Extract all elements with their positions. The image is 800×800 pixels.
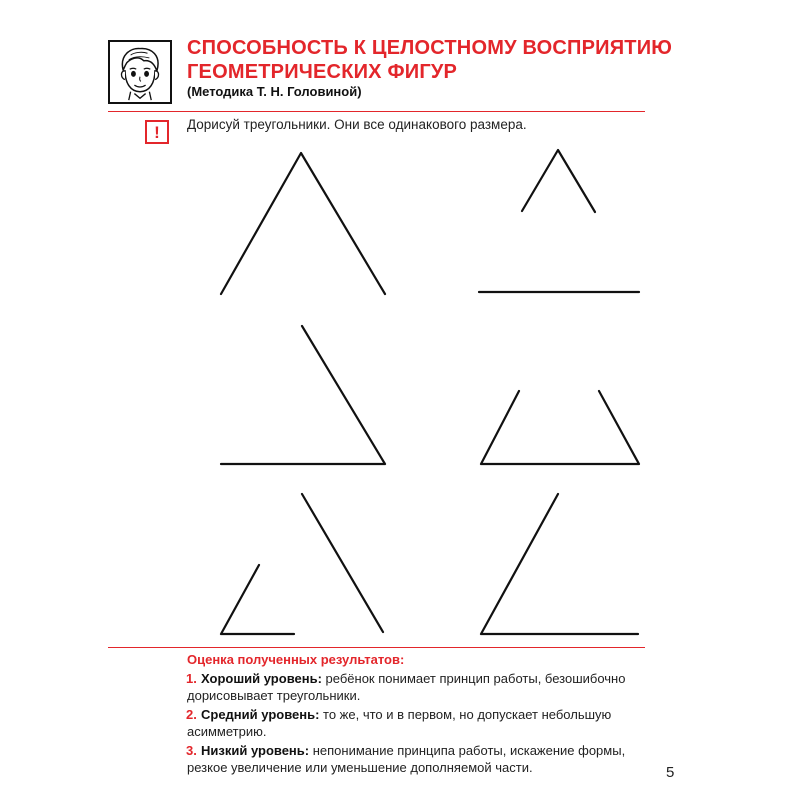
title-line-1: СПОСОБНОСТЬ К ЦЕЛОСТНОМУ ВОСПРИЯТИЮ [187, 37, 673, 59]
evaluation-item-low [187, 742, 657, 776]
page-number: 5 [666, 764, 675, 781]
triangle-6-partial [481, 494, 638, 634]
triangle-1-partial [221, 153, 385, 294]
evaluation-list [187, 670, 657, 776]
evaluation-section [187, 652, 657, 778]
task-instruction: Дорисуй треугольники. Они все одинакового размера. [187, 117, 527, 132]
method-subtitle: (Методика Т. Н. Головиной) [187, 84, 362, 99]
triangle-5-right-side [302, 494, 383, 632]
evaluation-item-text: то же, что и в первом, но допускает небольшую асимметрию. [187, 707, 612, 739]
evaluation-item-number: 3. [186, 743, 197, 758]
triangle-3-partial [221, 326, 385, 464]
evaluation-item-number: 1. [186, 671, 197, 686]
triangle-4-partial [481, 391, 639, 464]
evaluation-item-level: Средний уровень: [201, 707, 320, 722]
evaluation-item-medium [187, 706, 657, 740]
evaluation-item-number: 2. [186, 707, 197, 722]
title-line-2: ГЕОМЕТРИЧЕСКИХ ФИГУР [187, 61, 458, 83]
evaluation-item-good [187, 670, 657, 704]
triangle-2-apex [522, 150, 595, 212]
exclamation-symbol: ! [154, 122, 160, 142]
evaluation-heading: Оценка полученных результатов: [187, 652, 405, 667]
evaluation-item-text: ребёнок понимает принцип работы, безошибочно дорисовывает треугольники. [187, 671, 626, 703]
triangle-5-corner [221, 565, 294, 634]
evaluation-item-level: Низкий уровень: [201, 743, 310, 758]
footer-divider [108, 647, 645, 648]
evaluation-item-level: Хороший уровень: [201, 671, 322, 686]
evaluation-item-text: непонимание принципа работы, искажение формы, резкое увеличение или уменьшение дополняемой части. [187, 743, 626, 775]
